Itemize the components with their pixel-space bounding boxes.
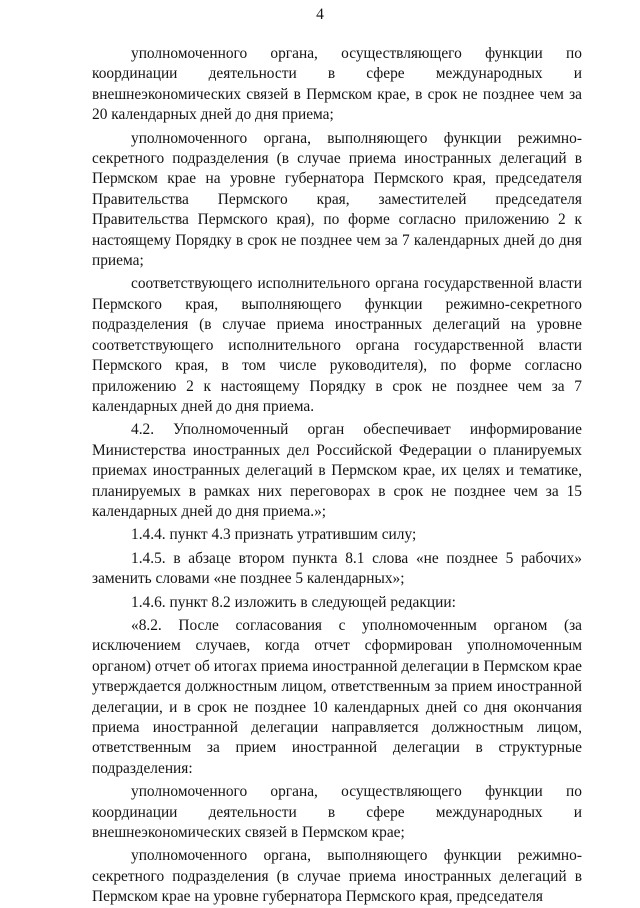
paragraph-7: 1.4.6. пункт 8.2 изложить в следующей редакции:: [131, 593, 456, 611]
paragraph-9: уполномоченного органа, осуществляющего функции по координации деятельности в сфере международных и внешнеэкономических связей в Пермском крае;: [92, 783, 582, 842]
paragraph-10: уполномоченного органа, выполняющего функции режимно-секретного подразделения (в случае приема иностранных делегаций в Пермском крае на уровне губернатора Пермского края, председателя: [92, 847, 582, 906]
paragraph-8: «8.2. После согласования с уполномоченным органом (за исключением случаев, когда отчет сформирован уполномоченным органом) отчет об итогах приема иностранной делегации в Пермском крае утверждается должностным лицом, ответственным за прием иностранной делегации, и в срок не позднее 10 календарных дней со дня окончания приема иностранной делегации направляется должностным лицом, ответственным за прием иностранной делегации в структурные подразделения:: [92, 616, 582, 777]
page-number: 4: [316, 6, 324, 23]
paragraph-4: 4.2. Уполномоченный орган обеспечивает информирование Министерства иностранных дел Российской Федерации о планируемых приемах иностранных делегаций в Пермском крае, их целях и тематике, планируемых в рамках них переговорах в срок не позднее чем за 15 календарных дней до дня приема.»;: [92, 421, 582, 520]
paragraph-3: соответствующего исполнительного органа государственной власти Пермского края, выполняющего функции режимно-секретного подразделения (в случае приема иностранных делегаций на уровне соответствующего исполнительного органа государственной власти Пермского края, в том числе руководителя), по форме согласно приложению 2 к настоящему Порядку в срок не позднее чем за 7 календарных дней до дня приема.: [92, 275, 582, 415]
paragraph-2: уполномоченного органа, выполняющего функции режимно-секретного подразделения (в случае приема иностранных делегаций в Пермском крае на уровне губернатора Пермского края, председателя Правительства Пермского края, заместителей председателя Правительства Пермского края), по форме согласно приложению 2 к настоящему Порядку в срок не позднее чем за 7 календарных дней до дня приема;: [92, 129, 582, 270]
paragraph-6: 1.4.5. в абзаце втором пункта 8.1 слова «не позднее 5 рабочих» заменить словами «не позднее 5 календарных»;: [92, 549, 582, 588]
document-body: [92, 44, 582, 908]
paragraph-5: 1.4.4. пункт 4.3 признать утратившим силу;: [131, 526, 417, 544]
paragraph-1: уполномоченного органа, осуществляющего функции по координации деятельности в сфере международных и внешнеэкономических связей в Пермском крае, в срок не позднее чем за 20 календарных дней до дня приема;: [92, 45, 582, 124]
